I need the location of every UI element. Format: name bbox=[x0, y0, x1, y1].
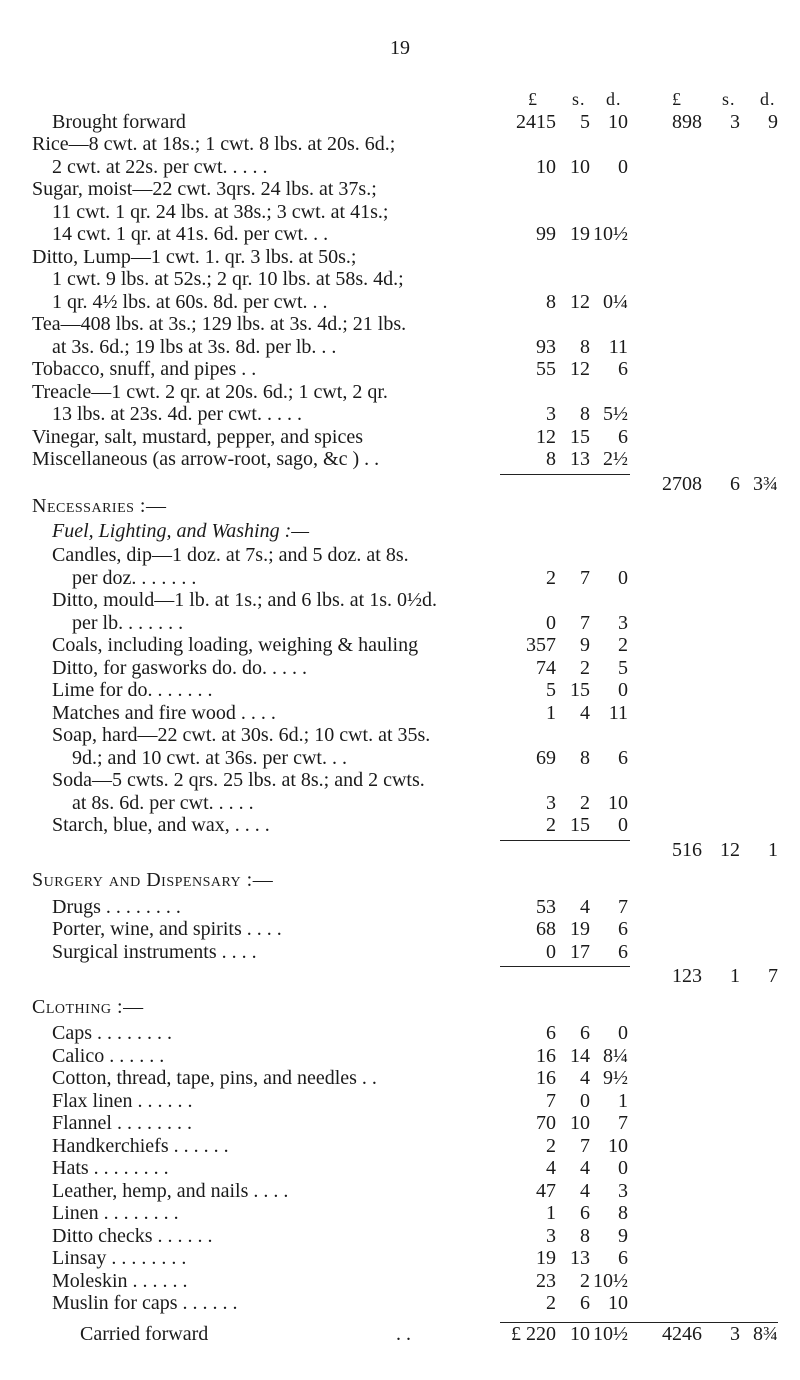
clothing-amount-pence: 3 bbox=[618, 1179, 628, 1202]
provision-amount-shillings: 15 bbox=[570, 425, 590, 448]
carried-forward-total-pence: 8¾ bbox=[753, 1322, 778, 1345]
clothing-amount-pence: 9 bbox=[618, 1224, 628, 1247]
provision-amount-pounds: 8 bbox=[546, 290, 556, 313]
necessaries-amount-pence: 5 bbox=[618, 656, 628, 679]
necessaries-amount-shillings: 2 bbox=[580, 791, 590, 814]
carried-forward-shillings: 10 bbox=[570, 1322, 590, 1345]
brought-forward-label: Brought forward bbox=[52, 111, 186, 133]
necessaries-total-pence: 1 bbox=[768, 838, 778, 861]
clothing-amount-pence: 9½ bbox=[603, 1067, 628, 1089]
provision-amount-pence: 2½ bbox=[603, 448, 628, 470]
necessaries-line: at 8s. 6d. per cwt. . . . . bbox=[72, 791, 254, 814]
provision-line: Tobacco, snuff, and pipes . . bbox=[32, 358, 257, 380]
clothing-amount-pounds: 4 bbox=[546, 1157, 556, 1179]
clothing-heading: Clothing :— bbox=[32, 995, 144, 1018]
provision-line: 11 cwt. 1 qr. 24 lbs. at 38s.; 3 cwt. at 41s.; bbox=[52, 200, 389, 223]
provisions-total-shillings: 6 bbox=[730, 472, 740, 495]
clothing-amount-pence: 8 bbox=[618, 1202, 628, 1224]
provision-amount-pence: 0 bbox=[618, 155, 628, 178]
necessaries-amount-shillings: 15 bbox=[570, 679, 590, 701]
provision-amount-pence: 5½ bbox=[603, 403, 628, 425]
provision-line: 14 cwt. 1 qr. at 41s. 6d. per cwt. . . bbox=[52, 223, 329, 245]
provisions-subtotal-rule bbox=[500, 474, 630, 475]
provision-amount-pence: 11 bbox=[608, 335, 628, 358]
necessaries-amount-pence: 0 bbox=[618, 566, 628, 589]
clothing-amount-pounds: 1 bbox=[546, 1202, 556, 1224]
necessaries-total-shillings: 12 bbox=[720, 838, 740, 861]
clothing-line: Caps . . . . . . . . bbox=[52, 1022, 172, 1044]
necessaries-amount-pence: 3 bbox=[618, 611, 628, 634]
necessaries-line: per doz. . . . . . . bbox=[72, 566, 197, 589]
clothing-amount-pounds: 70 bbox=[536, 1112, 556, 1134]
col-header-shillings: s. bbox=[572, 89, 586, 109]
necessaries-amount-pence: 0 bbox=[618, 814, 628, 836]
clothing-amount-pounds: 7 bbox=[546, 1089, 556, 1112]
necessaries-amount-pounds: 2 bbox=[546, 566, 556, 589]
surgery-amount-shillings: 4 bbox=[580, 895, 590, 918]
clothing-line: Hats . . . . . . . . bbox=[52, 1157, 169, 1179]
clothing-line: Handkerchiefs . . . . . . bbox=[52, 1134, 229, 1157]
necessaries-amount-pounds: 3 bbox=[546, 791, 556, 814]
necessaries-line: per lb. . . . . . . bbox=[72, 611, 184, 634]
clothing-amount-shillings: 4 bbox=[580, 1157, 590, 1179]
necessaries-amount-shillings: 15 bbox=[570, 814, 590, 836]
necessaries-line: Matches and fire wood . . . . bbox=[52, 701, 276, 724]
clothing-amount-shillings: 0 bbox=[580, 1089, 590, 1112]
provision-amount-shillings: 19 bbox=[570, 223, 590, 245]
col-header-total-pounds: £ bbox=[672, 89, 682, 109]
surgery-amount-pounds: 0 bbox=[546, 940, 556, 963]
provision-line: Treacle—1 cwt. 2 qr. at 20s. 6d.; 1 cwt, 2 qr. bbox=[32, 380, 388, 403]
provision-amount-pounds: 55 bbox=[536, 358, 556, 380]
surgery-amount-pence: 6 bbox=[618, 918, 628, 940]
clothing-amount-pence: 10 bbox=[608, 1134, 628, 1157]
clothing-line: Calico . . . . . . bbox=[52, 1044, 165, 1067]
clothing-amount-pounds: 23 bbox=[536, 1269, 556, 1292]
necessaries-amount-pence: 6 bbox=[618, 746, 628, 769]
brought-forward-total-shillings: 3 bbox=[730, 111, 740, 133]
brought-forward-total-pence: 9 bbox=[768, 111, 778, 133]
provision-line: 1 cwt. 9 lbs. at 52s.; 2 qr. 10 lbs. at 58s. 4d.; bbox=[52, 268, 404, 290]
necessaries-amount-pounds: 0 bbox=[546, 611, 556, 634]
necessaries-amount-pounds: 357 bbox=[526, 634, 556, 656]
clothing-amount-pence: 6 bbox=[618, 1247, 628, 1269]
page-number: 19 bbox=[390, 37, 410, 59]
brought-forward-pence: 10 bbox=[608, 111, 628, 133]
clothing-amount-pounds: 19 bbox=[536, 1247, 556, 1269]
provision-amount-pence: 0¼ bbox=[603, 290, 628, 313]
necessaries-amount-shillings: 7 bbox=[580, 566, 590, 589]
necessaries-amount-pence: 0 bbox=[618, 679, 628, 701]
provision-amount-pence: 6 bbox=[618, 358, 628, 380]
col-header-total-shillings: s. bbox=[722, 89, 736, 109]
carried-forward-pounds: £ 220 bbox=[511, 1322, 556, 1345]
clothing-amount-pence: 10 bbox=[608, 1292, 628, 1314]
necessaries-line: Ditto, for gasworks do. do. . . . . bbox=[52, 656, 307, 679]
clothing-line: Ditto checks . . . . . . bbox=[52, 1224, 213, 1247]
surgery-amount-pounds: 68 bbox=[536, 918, 556, 940]
necessaries-amount-pounds: 69 bbox=[536, 746, 556, 769]
clothing-amount-shillings: 14 bbox=[570, 1044, 590, 1067]
clothing-amount-shillings: 13 bbox=[570, 1247, 590, 1269]
surgery-amount-shillings: 19 bbox=[570, 918, 590, 940]
provision-line: Vinegar, salt, mustard, pepper, and spices bbox=[32, 425, 363, 448]
clothing-amount-pounds: 47 bbox=[536, 1179, 556, 1202]
necessaries-amount-pounds: 1 bbox=[546, 701, 556, 724]
necessaries-line: Coals, including loading, weighing & hauling bbox=[52, 634, 419, 656]
clothing-amount-shillings: 4 bbox=[580, 1067, 590, 1089]
provision-amount-shillings: 13 bbox=[570, 448, 590, 470]
col-header-total-pence: d. bbox=[760, 89, 776, 109]
clothing-line: Flax linen . . . . . . bbox=[52, 1089, 193, 1112]
provision-amount-pounds: 99 bbox=[536, 223, 556, 245]
necessaries-line: Starch, blue, and wax, . . . . bbox=[52, 814, 270, 836]
clothing-amount-pence: 0 bbox=[618, 1022, 628, 1044]
provision-line: 1 qr. 4½ lbs. at 60s. 8d. per cwt. . . bbox=[52, 290, 328, 313]
carried-forward-pence: 10½ bbox=[593, 1322, 628, 1345]
provisions-total-pounds: 2708 bbox=[662, 472, 702, 495]
necessaries-line: Soap, hard—22 cwt. at 30s. 6d.; 10 cwt. at 35s. bbox=[52, 724, 431, 746]
necessaries-amount-pounds: 2 bbox=[546, 814, 556, 836]
clothing-amount-shillings: 2 bbox=[580, 1269, 590, 1292]
provision-amount-shillings: 12 bbox=[570, 358, 590, 380]
surgery-heading: Surgery and Dispensary :— bbox=[32, 869, 274, 891]
clothing-amount-pence: 7 bbox=[618, 1112, 628, 1134]
necessaries-total-pounds: 516 bbox=[672, 838, 702, 861]
necessaries-amount-pence: 10 bbox=[608, 791, 628, 814]
clothing-amount-shillings: 8 bbox=[580, 1224, 590, 1247]
necessaries-line: 9d.; and 10 cwt. at 36s. per cwt. . . bbox=[72, 746, 347, 769]
carried-forward-total-pounds: 4246 bbox=[662, 1322, 702, 1345]
surgery-line: Drugs . . . . . . . . bbox=[52, 895, 181, 918]
necessaries-amount-shillings: 4 bbox=[580, 701, 590, 724]
col-header-pence: d. bbox=[606, 89, 622, 109]
provisions-total-pence: 3¾ bbox=[753, 472, 778, 495]
provision-amount-pounds: 12 bbox=[536, 425, 556, 448]
clothing-amount-pounds: 2 bbox=[546, 1134, 556, 1157]
brought-forward-pounds: 2415 bbox=[516, 111, 556, 133]
provision-amount-shillings: 12 bbox=[570, 290, 590, 313]
fuel-subheading: Fuel, Lighting, and Washing :— bbox=[52, 519, 310, 542]
carried-forward-label: Carried forward bbox=[80, 1322, 209, 1345]
necessaries-amount-shillings: 8 bbox=[580, 746, 590, 769]
clothing-amount-pence: 10½ bbox=[593, 1269, 628, 1292]
col-header-pounds: £ bbox=[528, 89, 538, 109]
clothing-amount-pounds: 16 bbox=[536, 1067, 556, 1089]
clothing-amount-shillings: 7 bbox=[580, 1134, 590, 1157]
surgery-total-pounds: 123 bbox=[672, 965, 702, 987]
surgery-amount-pence: 7 bbox=[618, 895, 628, 918]
clothing-line: Cotton, thread, tape, pins, and needles . . bbox=[52, 1067, 377, 1089]
clothing-amount-pounds: 2 bbox=[546, 1292, 556, 1314]
provision-amount-pounds: 10 bbox=[536, 155, 556, 178]
clothing-line: Leather, hemp, and nails . . . . bbox=[52, 1179, 289, 1202]
necessaries-subtotal-rule bbox=[500, 840, 630, 841]
clothing-amount-pounds: 16 bbox=[536, 1044, 556, 1067]
necessaries-amount-pence: 11 bbox=[608, 701, 628, 724]
clothing-amount-pence: 0 bbox=[618, 1157, 628, 1179]
carried-forward-separator: . . bbox=[396, 1322, 411, 1345]
necessaries-heading: Necessaries :— bbox=[32, 495, 167, 517]
clothing-amount-pence: 1 bbox=[618, 1089, 628, 1112]
clothing-amount-shillings: 6 bbox=[580, 1292, 590, 1314]
necessaries-line: Lime for do. . . . . . . bbox=[52, 679, 213, 701]
clothing-amount-pence: 8¼ bbox=[603, 1044, 628, 1067]
provision-amount-shillings: 8 bbox=[580, 403, 590, 425]
necessaries-amount-pounds: 74 bbox=[536, 656, 556, 679]
surgery-total-shillings: 1 bbox=[730, 965, 740, 987]
provision-line: 13 lbs. at 23s. 4d. per cwt. . . . . bbox=[52, 403, 302, 425]
provision-line: 2 cwt. at 22s. per cwt. . . . . bbox=[52, 155, 268, 178]
provision-amount-pence: 10½ bbox=[593, 223, 628, 245]
provision-amount-pounds: 8 bbox=[546, 448, 556, 470]
brought-forward-total-pounds: 898 bbox=[672, 111, 702, 133]
clothing-amount-pounds: 3 bbox=[546, 1224, 556, 1247]
clothing-amount-pounds: 6 bbox=[546, 1022, 556, 1044]
necessaries-amount-shillings: 9 bbox=[580, 634, 590, 656]
clothing-line: Moleskin . . . . . . bbox=[52, 1269, 188, 1292]
surgery-subtotal-rule bbox=[500, 966, 630, 967]
clothing-amount-shillings: 4 bbox=[580, 1179, 590, 1202]
provision-amount-pounds: 3 bbox=[546, 403, 556, 425]
provision-amount-shillings: 10 bbox=[570, 155, 590, 178]
provision-line: Ditto, Lump—1 cwt. 1. qr. 3 lbs. at 50s.; bbox=[32, 245, 357, 268]
necessaries-amount-shillings: 2 bbox=[580, 656, 590, 679]
provision-line: Sugar, moist—22 cwt. 3qrs. 24 lbs. at 37s.; bbox=[32, 178, 377, 200]
provision-line: Tea—408 lbs. at 3s.; 129 lbs. at 3s. 4d.; 21 lbs. bbox=[32, 313, 407, 335]
provision-amount-pounds: 93 bbox=[536, 335, 556, 358]
necessaries-line: Soda—5 cwts. 2 qrs. 25 lbs. at 8s.; and 2 cwts. bbox=[52, 769, 425, 791]
provision-line: at 3s. 6d.; 19 lbs at 3s. 8d. per lb. . . bbox=[52, 335, 337, 358]
clothing-amount-shillings: 6 bbox=[580, 1202, 590, 1224]
clothing-amount-shillings: 10 bbox=[570, 1112, 590, 1134]
provision-amount-pence: 6 bbox=[618, 425, 628, 448]
necessaries-line: Ditto, mould—1 lb. at 1s.; and 6 lbs. at 1s. 0½d. bbox=[52, 589, 437, 611]
necessaries-line: Candles, dip—1 doz. at 7s.; and 5 doz. at 8s. bbox=[52, 544, 409, 566]
surgery-amount-pounds: 53 bbox=[536, 895, 556, 918]
surgery-total-pence: 7 bbox=[768, 965, 778, 987]
provision-line: Miscellaneous (as arrow-root, sago, &c ) . . bbox=[32, 448, 380, 470]
surgery-line: Surgical instruments . . . . bbox=[52, 940, 257, 963]
clothing-amount-shillings: 6 bbox=[580, 1022, 590, 1044]
carried-forward-total-shillings: 3 bbox=[730, 1322, 740, 1345]
surgery-amount-pence: 6 bbox=[618, 940, 628, 963]
clothing-line: Linen . . . . . . . . bbox=[52, 1202, 179, 1224]
surgery-line: Porter, wine, and spirits . . . . bbox=[52, 918, 282, 940]
provision-line: Rice—8 cwt. at 18s.; 1 cwt. 8 lbs. at 20s. 6d.; bbox=[32, 133, 396, 155]
clothing-line: Muslin for caps . . . . . . bbox=[52, 1292, 238, 1314]
clothing-line: Linsay . . . . . . . . bbox=[52, 1247, 187, 1269]
necessaries-amount-pence: 2 bbox=[618, 634, 628, 656]
provision-amount-shillings: 8 bbox=[580, 335, 590, 358]
surgery-amount-shillings: 17 bbox=[570, 940, 590, 963]
necessaries-amount-shillings: 7 bbox=[580, 611, 590, 634]
clothing-line: Flannel . . . . . . . . bbox=[52, 1112, 192, 1134]
brought-forward-shillings: 5 bbox=[580, 111, 590, 133]
necessaries-amount-pounds: 5 bbox=[546, 679, 556, 701]
